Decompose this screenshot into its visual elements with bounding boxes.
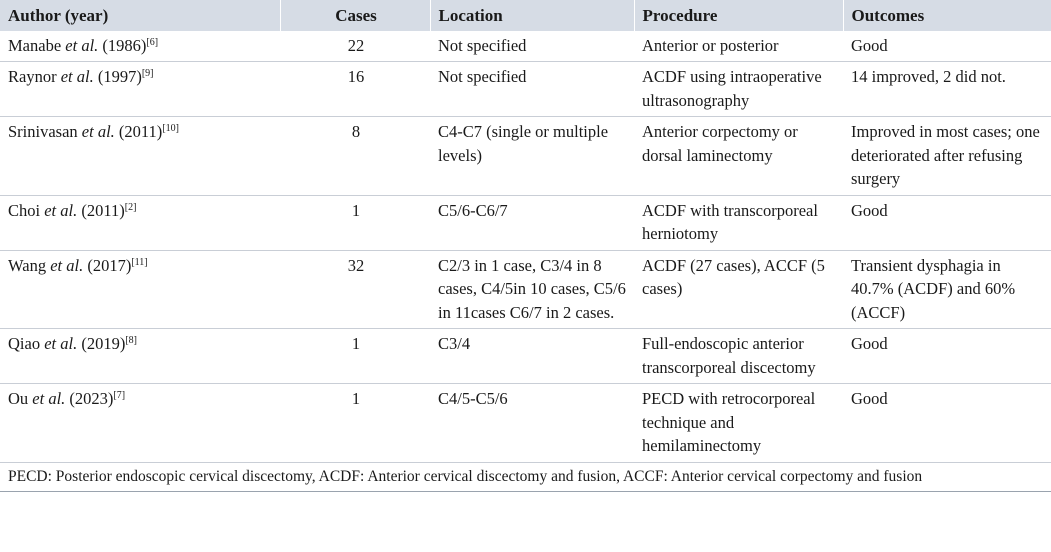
outcomes-cell: Good [843, 195, 1051, 250]
author-surname: Ou [8, 389, 29, 408]
header-procedure: Procedure [634, 0, 843, 31]
author-year: (2023) [69, 389, 114, 408]
table-row [0, 195, 1051, 250]
cases-cell: 22 [280, 31, 430, 62]
author-surname: Qiao [8, 334, 41, 353]
cases-cell: 1 [280, 195, 430, 250]
author-etal: et al. [65, 35, 99, 55]
procedure-cell: ACDF with transcorporeal herniotomy [634, 195, 843, 250]
cases-cell: 16 [280, 62, 430, 117]
header-author: Author (year) [0, 0, 280, 31]
location-cell: C2/3 in 1 case, C3/4 in 8 cases, C4/5in 10 cases, C5/6 in 11cases C6/7 in 2 cases. [430, 250, 634, 329]
author-year: (1997) [97, 67, 142, 86]
outcomes-cell: Good [843, 329, 1051, 384]
author-cell [0, 250, 280, 329]
author-surname: Srinivasan [8, 122, 78, 141]
table-body [0, 31, 1051, 463]
cases-cell: 1 [280, 329, 430, 384]
author-surname: Wang [8, 255, 47, 275]
author-cell [0, 62, 280, 117]
outcomes-cell: Transient dysphagia in 40.7% (ACDF) and 60% (ACCF) [843, 250, 1051, 329]
reference-number: [9] [141, 68, 154, 79]
author-cell [0, 384, 280, 463]
location-cell: C4-C7 (single or multiple levels) [430, 117, 634, 196]
procedure-cell: ACDF using intraoperative ultrasonography [634, 62, 843, 117]
outcomes-cell: Good [843, 31, 1051, 62]
location-cell: C3/4 [430, 329, 634, 384]
author-cell [0, 117, 280, 196]
author-etal: et al. [81, 122, 115, 141]
reference-number: [10] [162, 123, 179, 134]
author-etal: et al. [60, 67, 94, 86]
table-footer [0, 462, 1051, 491]
author-year: (2011) [118, 122, 163, 141]
table-row [0, 62, 1051, 117]
author-cell [0, 329, 280, 384]
author-etal: et al. [32, 389, 66, 408]
author-cell [0, 31, 280, 62]
procedure-cell: Full-endoscopic anterior transcorporeal discectomy [634, 329, 843, 384]
location-cell: Not specified [430, 62, 634, 117]
table-row [0, 31, 1051, 62]
procedure-cell: Anterior or posterior [634, 31, 843, 62]
outcomes-cell: 14 improved, 2 did not. [843, 62, 1051, 117]
procedure-cell: ACDF (27 cases), ACCF (5 cases) [634, 250, 843, 329]
header-location: Location [430, 0, 634, 31]
footnote: PECD: Posterior endoscopic cervical discectomy, ACDF: Anterior cervical discectomy and fusion, ACCF: Anterior cervical corpectomy and fusion [0, 462, 1051, 491]
table-row [0, 384, 1051, 463]
header-row [0, 0, 1051, 31]
cases-cell: 8 [280, 117, 430, 196]
author-year: (1986) [102, 35, 147, 55]
location-cell: C4/5-C5/6 [430, 384, 634, 463]
author-year: (2019) [81, 334, 126, 353]
table-row [0, 250, 1051, 329]
author-cell [0, 195, 280, 250]
author-surname: Choi [8, 200, 41, 220]
reference-number: [8] [125, 335, 137, 346]
procedure-cell: PECD with retrocorporeal technique and hemilaminectomy [634, 384, 843, 463]
reference-number: [6] [146, 36, 159, 48]
table-header [0, 0, 1051, 31]
author-etal: et al. [44, 200, 78, 220]
table-row [0, 329, 1051, 384]
outcomes-cell: Improved in most cases; one deteriorated after refusing surgery [843, 117, 1051, 196]
outcomes-cell: Good [843, 384, 1051, 463]
author-etal: et al. [50, 255, 84, 275]
footnote-row [0, 462, 1051, 491]
procedure-cell: Anterior corpectomy or dorsal laminectomy [634, 117, 843, 196]
reference-number: [2] [124, 201, 137, 213]
table-row [0, 117, 1051, 196]
header-cases: Cases [280, 0, 430, 31]
author-etal: et al. [44, 334, 78, 353]
reference-number: [7] [113, 390, 126, 401]
header-outcomes: Outcomes [843, 0, 1051, 31]
author-surname: Manabe [8, 35, 62, 55]
author-year: (2017) [87, 255, 132, 275]
location-cell: C5/6-C6/7 [430, 195, 634, 250]
author-surname: Raynor [8, 67, 57, 86]
cases-cell: 32 [280, 250, 430, 329]
author-year: (2011) [81, 200, 125, 220]
reference-number: [11] [131, 256, 148, 268]
cases-cell: 1 [280, 384, 430, 463]
location-cell: Not specified [430, 31, 634, 62]
